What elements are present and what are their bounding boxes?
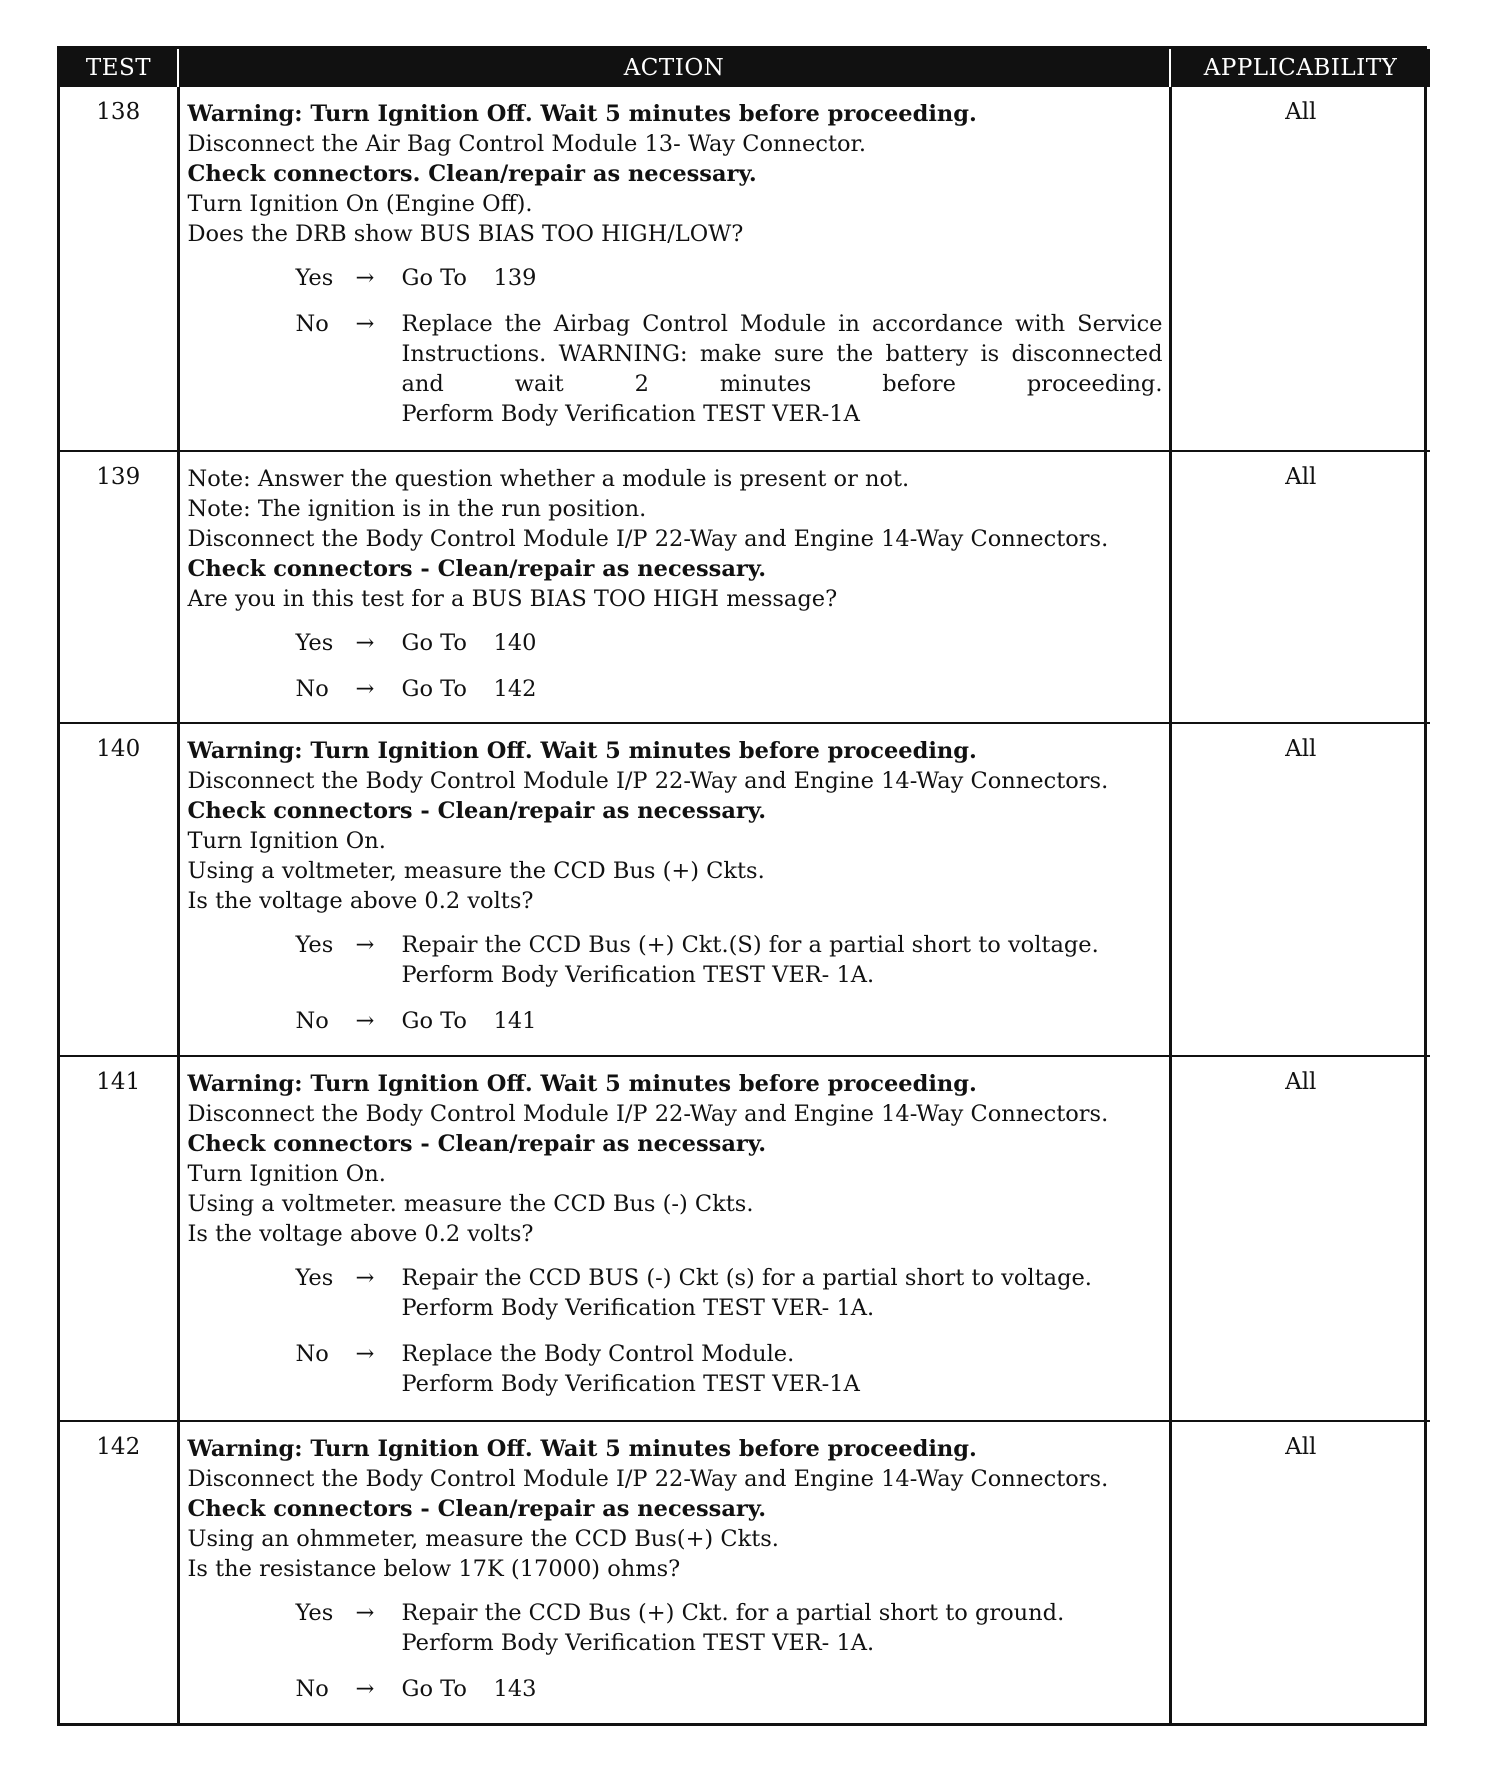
goto-target-test: 142 [493,675,537,702]
diagnostic-table [60,49,1430,1723]
result-line: Replace the Airbag Control Module in accordance with Service [401,311,1163,337]
applicability-value: All [1170,1056,1430,1421]
instruction-emphasis: Check connectors - Clean/repair as necessary. [187,1496,767,1523]
instruction-step: Turn Ignition On. [187,827,386,854]
instruction-step: Note: Answer the question whether a module is present or not. [187,465,910,492]
goto-label: Go To [401,265,467,291]
outcome-result [402,263,1163,293]
answer-label: Yes [295,265,334,291]
goto-target-test: 140 [493,629,537,656]
instruction-emphasis: Warning: Turn Ignition Off. Wait 5 minutes before proceeding. [187,101,977,127]
table-body [60,87,1430,1723]
outcome-list [188,1263,1163,1399]
instruction-step: Is the voltage above 0.2 volts? [187,887,534,914]
answer-label: Yes [295,931,334,958]
result-line: Repair the CCD BUS (-) Ckt (s) for a partial short to voltage. [401,1265,1092,1292]
applicability-value: All [1170,87,1430,451]
arrow-right-icon: → [355,1265,375,1292]
outcome-no [188,674,1163,704]
action-cell [178,1056,1170,1421]
outcome-result [402,674,1163,704]
result-line: Perform Body Verification TEST VER-1A [401,401,860,427]
outcome-result [402,1339,1163,1399]
instruction-emphasis: Check connectors - Clean/repair as necessary. [187,555,767,582]
table-row [60,1056,1430,1421]
outcome-yes [188,1598,1163,1658]
goto-target-test: 143 [493,1676,537,1703]
instruction-step: Turn Ignition On (Engine Off). [187,191,533,217]
result-line: Perform Body Verification TEST VER- 1A. [401,1295,875,1322]
arrow-right-icon: → [355,1007,375,1034]
result-line: and wait 2 minutes before proceeding. [401,371,1163,397]
result-line: Perform Body Verification TEST VER- 1A. [401,1630,875,1657]
table-row [60,723,1430,1057]
table-header-row [60,49,1430,87]
outcome-list [188,1598,1163,1704]
goto-label: Go To [401,675,467,702]
test-number: 141 [60,1056,178,1421]
instruction-step: Is the resistance below 17K (17000) ohms? [187,1556,681,1583]
goto-target-test: 141 [493,1007,537,1034]
instruction-step: Disconnect the Body Control Module I/P 22-Way and Engine 14-Way Connectors. [187,1101,1109,1128]
arrow-right-icon: → [355,1676,375,1703]
outcome-yes [188,628,1163,658]
instruction-step: Using a voltmeter, measure the CCD Bus (+) Ckts. [187,857,765,884]
answer-label: No [295,1676,329,1703]
instruction-emphasis: Check connectors. Clean/repair as necessary. [187,161,757,187]
arrow-right-icon: → [355,1600,375,1627]
outcome-list [188,628,1163,704]
answer-label: Yes [295,1600,334,1627]
instruction-emphasis: Warning: Turn Ignition Off. Wait 5 minutes before proceeding. [187,737,977,764]
result-line: Replace the Body Control Module. [401,1341,795,1368]
outcome-result [402,1598,1163,1658]
answer-label: No [295,311,329,337]
outcome-result [402,930,1163,990]
arrow-right-icon: → [355,265,375,291]
action-cell [178,723,1170,1057]
outcome-result [402,309,1163,429]
outcome-result [402,1674,1163,1704]
instruction-step: Turn Ignition On. [187,1161,386,1188]
test-number: 138 [60,87,178,451]
test-number: 140 [60,723,178,1057]
answer-label: Yes [295,629,334,656]
instruction-step: Does the DRB show BUS BIAS TOO HIGH/LOW? [187,221,744,247]
action-cell [178,451,1170,723]
arrow-right-icon: → [355,629,375,656]
table-row [60,87,1430,451]
result-line: Instructions. WARNING: make sure the battery is disconnected [401,341,1163,367]
answer-label: No [295,675,329,702]
instruction-step: Are you in this test for a BUS BIAS TOO HIGH message? [187,585,838,612]
instruction-step: Note: The ignition is in the run position. [187,495,647,522]
header-action: ACTION [178,49,1170,87]
arrow-right-icon: → [355,931,375,958]
header-test: TEST [60,49,178,87]
arrow-right-icon: → [355,311,375,337]
header-applicability: APPLICABILITY [1170,49,1430,87]
outcome-no [188,1674,1163,1704]
goto-target-test: 139 [493,265,537,291]
applicability-value: All [1170,451,1430,723]
result-line: Repair the CCD Bus (+) Ckt.(S) for a partial short to voltage. [401,931,1099,958]
instruction-step: Using a voltmeter. measure the CCD Bus (-) Ckts. [187,1191,754,1218]
instruction-step: Using an ohmmeter, measure the CCD Bus(+) Ckts. [187,1526,779,1553]
result-line: Perform Body Verification TEST VER- 1A. [401,961,875,988]
goto-label: Go To [401,1007,467,1034]
instruction-step: Disconnect the Air Bag Control Module 13- Way Connector. [187,131,866,157]
action-cell [178,87,1170,451]
outcome-yes [188,930,1163,990]
answer-label: No [295,1341,329,1368]
instruction-step: Is the voltage above 0.2 volts? [187,1221,534,1248]
outcome-yes [188,1263,1163,1323]
instruction-step: Disconnect the Body Control Module I/P 22-Way and Engine 14-Way Connectors. [187,525,1109,552]
result-line: Perform Body Verification TEST VER-1A [401,1371,860,1398]
instruction-emphasis: Warning: Turn Ignition Off. Wait 5 minutes before proceeding. [187,1436,977,1463]
outcome-result [402,628,1163,658]
instruction-emphasis: Check connectors - Clean/repair as necessary. [187,797,767,824]
test-number: 142 [60,1421,178,1723]
applicability-value: All [1170,1421,1430,1723]
instruction-emphasis: Check connectors - Clean/repair as necessary. [187,1131,767,1158]
goto-label: Go To [401,1676,467,1703]
instruction-emphasis: Warning: Turn Ignition Off. Wait 5 minutes before proceeding. [187,1071,977,1098]
outcome-yes [188,263,1163,293]
outcome-no [188,1339,1163,1399]
answer-label: Yes [295,1265,334,1292]
diagnostic-test-sheet [57,46,1427,1726]
arrow-right-icon: → [355,675,375,702]
outcome-result [402,1263,1163,1323]
result-line: Repair the CCD Bus (+) Ckt. for a partial short to ground. [401,1600,1065,1627]
test-number: 139 [60,451,178,723]
action-cell [178,1421,1170,1723]
outcome-list [188,263,1163,429]
goto-label: Go To [401,629,467,656]
table-row [60,1421,1430,1723]
outcome-result [402,1006,1163,1036]
answer-label: No [295,1007,329,1034]
instruction-step: Disconnect the Body Control Module I/P 22-Way and Engine 14-Way Connectors. [187,767,1109,794]
outcome-no [188,1006,1163,1036]
table-row [60,451,1430,723]
arrow-right-icon: → [355,1341,375,1368]
instruction-step: Disconnect the Body Control Module I/P 22-Way and Engine 14-Way Connectors. [187,1466,1109,1493]
applicability-value: All [1170,723,1430,1057]
outcome-no [188,309,1163,429]
outcome-list [188,930,1163,1036]
